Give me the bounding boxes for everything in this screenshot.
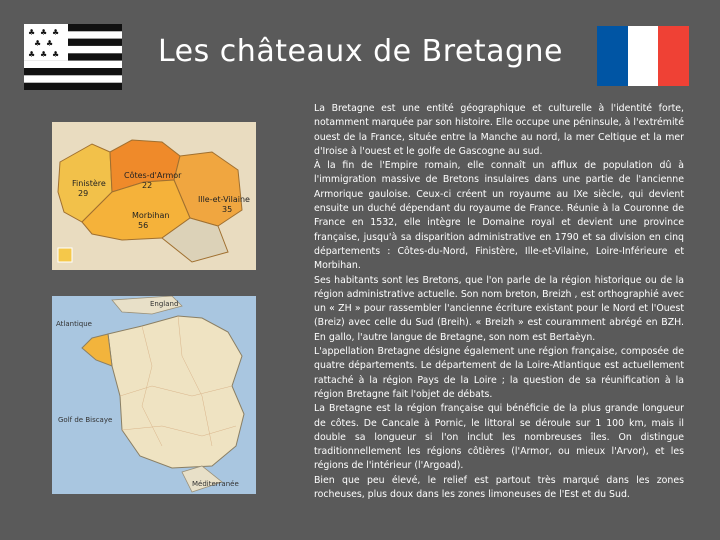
svg-text:♣: ♣ <box>28 50 36 59</box>
map-label-cotes-armor: Côtes-d'Armor <box>124 171 182 180</box>
svg-text:♣: ♣ <box>46 39 54 48</box>
map-label-ille-vilaine: Ille-et-Vilaine <box>198 195 250 204</box>
france-location-map <box>52 296 256 494</box>
breton-flag-icon <box>24 24 122 90</box>
page-title: Les châteaux de Bretagne <box>158 34 564 69</box>
map-number-morbihan: 56 <box>138 221 149 230</box>
french-flag-icon <box>597 26 689 86</box>
brittany-departments-map <box>52 122 256 270</box>
map-label-finistere: Finistère <box>72 179 106 188</box>
svg-text:♣: ♣ <box>34 39 42 48</box>
map-label-golfe: Golf de Biscaye <box>58 416 113 424</box>
svg-text:♣: ♣ <box>40 50 48 59</box>
paragraph-region: L'appellation Bretagne désigne également une région française, composée de quatre départements. Le département de la Loire-Atlantique est actuellement rattaché à la région Pays de la Loire ; la question de sa réunification à la région Bretagne fait l'objet de débats. <box>314 346 684 400</box>
paragraph-inhabitants: Ses habitants sont les Bretons, que l'on parle de la région historique ou de la région administrative actuelle. Son nom breton, Breizh , est orthographié avec un « ZH » pour rassembler l'ancienne écriture existant pour le Nord et l'Ouest (Breiz) avec celle du Sud (Breih). « Breizh » est couramment abrégé en BZH. En gallo, l'autre langue de Bretagne, son nom est Bertaèyn. <box>314 274 684 343</box>
map-label-mediterranee: Méditerranée <box>192 480 239 488</box>
flag-red-band <box>658 26 689 86</box>
map-number-ille-vilaine: 35 <box>222 205 233 214</box>
paragraph-relief: Bien que peu élevé, le relief est partout très marqué dans les zones rocheuses, plus doux dans les zones limoneuses de l'Est et du Sud. <box>314 474 684 501</box>
paragraph-coast: La Bretagne est la région française qui bénéficie de la plus grande longueur de côtes. De Cancale à Pornic, le littoral se déroule sur 1 100 km, mais il double sa longueur si l'on inclut les nombreuses îles. On distingue traditionnellement les régions côtières (l'Armor, ou mieux l'Arvor), et les régions de l'intérieur (l'Argoad). <box>314 403 684 472</box>
map-label-england: England <box>150 300 179 308</box>
article-body <box>314 102 684 502</box>
flag-blue-band <box>597 26 628 86</box>
svg-text:♣: ♣ <box>28 28 36 37</box>
svg-text:♣: ♣ <box>40 28 48 37</box>
map-label-morbihan: Morbihan <box>132 211 170 220</box>
map-number-finistere: 29 <box>78 189 89 198</box>
svg-text:♣: ♣ <box>52 28 60 37</box>
map-number-cotes-armor: 22 <box>142 181 153 190</box>
map-label-atlantique: Atlantique <box>56 320 92 328</box>
svg-text:♣: ♣ <box>52 50 60 59</box>
paragraph-intro: La Bretagne est une entité géographique et culturelle à l'identité forte, notamment marquée par son histoire. Elle occupe une péninsule, à l'extrémité ouest de la France, située entre la Manche au nord, la mer Celtique et la mer d'Iroise à l'ouest et le golfe de Gascogne au sud. <box>314 103 684 157</box>
flag-white-band <box>628 26 659 86</box>
paragraph-history: À la fin de l'Empire romain, elle connaît un afflux de population dû à l'immigration massive de Bretons insulaires dans une partie de l'ancienne Armorique gauloise. Ceux-ci créent un royaume au IXe siècle, qui devient ensuite un duché dépendant du royaume de France. Réunie à la Couronne de France en 1532, elle intègre le Domaine royal et devient une province française, jusqu'à sa disparition administrative en 1790 et sa division en cinq départements : Côtes-du-Nord, Finistère, Ille-et-Vilaine, Loire-Inférieure et Morbihan. <box>314 160 684 272</box>
